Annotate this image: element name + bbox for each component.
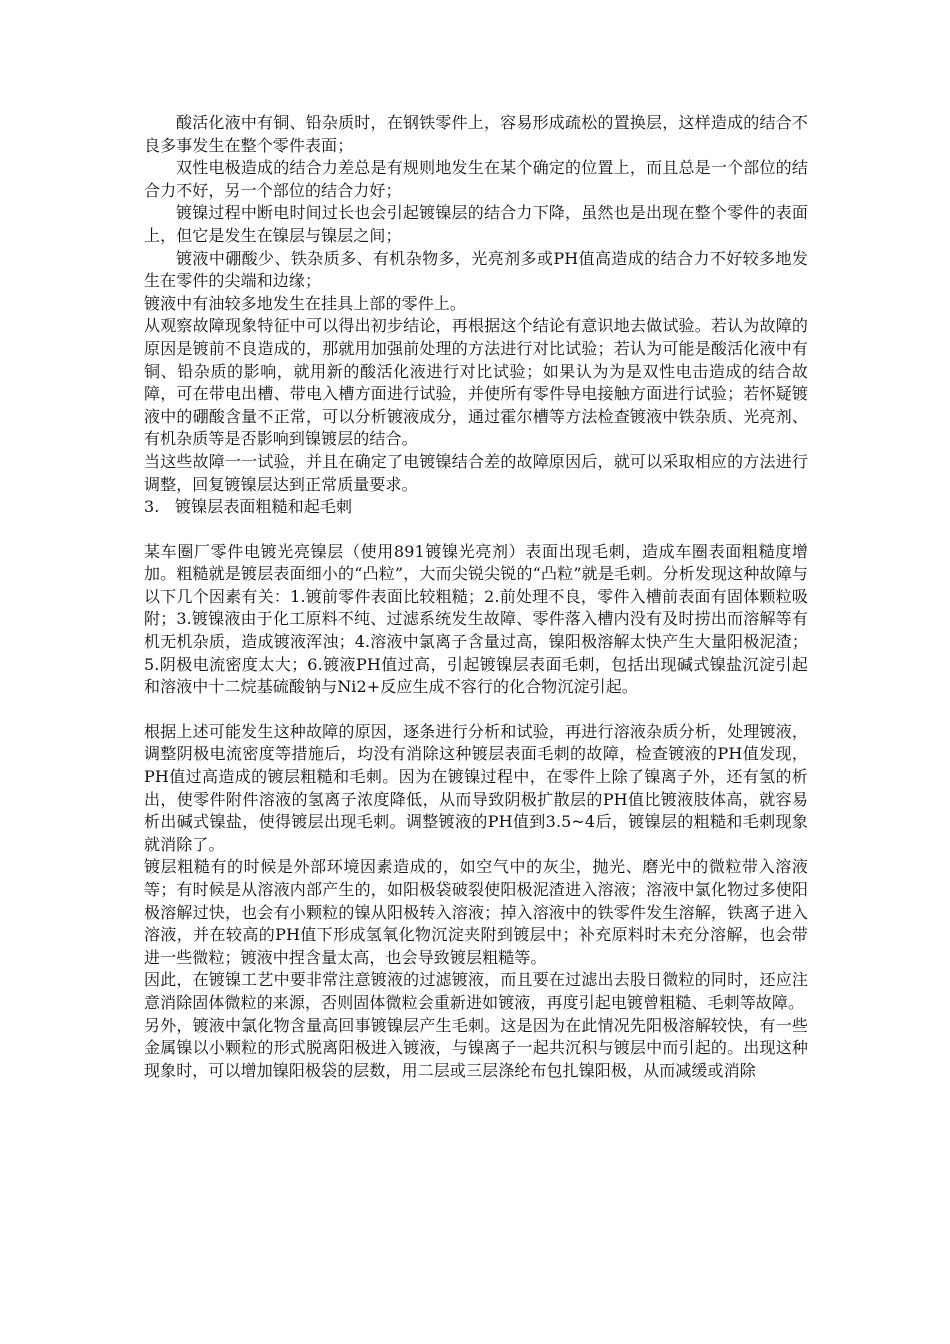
paragraph: 镀液中硼酸少、铁杂质多、有机杂物多，光亮剂多或PH值高造成的结合力不好较多地发生在零件的尖端和边缘； xyxy=(144,248,808,291)
blank-line xyxy=(144,699,808,721)
paragraph: 因此，在镀镍工艺中要非常注意镀液的过滤镀液，而且要在过滤出去股日微粒的同时，还应注意消除固体微粒的来源，否则固体微粒会重新进如镀液，再度引起电镀曾粗糙、毛刺等故障。 xyxy=(144,970,808,1012)
paragraph: 从观察故障现象特征中可以得出初步结论，再根据这个结论有意识地去做试验。若认为故障的原因是镀前不良造成的，那就用加强前处理的方法进行对比试验；若认为可能是酸活化液中有铜、铅杂质的影响，就用新的酸活化液进行对比试验；如果认为为是双性电击造成的结合故障，可在带电出槽、带电入槽方面进行试验，并使所有零件导电接触方面进行试验；若怀疑镀液中的硼酸含量不正常，可以分析镀液成分，通过霍尔槽等方法检查镀液中铁杂质、光亮剂、有机杂质等是否影响到镍镀层的结合。 xyxy=(144,316,808,449)
section-heading: 3. 镀镍层表面粗糙和起毛刺 xyxy=(144,497,353,517)
paragraph: 镀层粗糙有的时候是外部环境因素造成的，如空气中的灰尘，抛光、磨光中的微粒带入溶液等；有时候是从溶液内部产生的，如阳极袋破裂使阳极泥渣进入溶液；溶液中氯化物过多使阳极溶解过快，也会有小颗粒的镍从阳极转入溶液；掉入溶液中的铁零件发生溶解，铁离子进入溶液，并在较高的PH值下形成氢氧化物沉淀夹附到镀层中；补充原料时未充分溶解，也会带进一些微粒；镀液中捏含量太高，也会导致镀层粗糙等。 xyxy=(144,857,808,967)
document-body xyxy=(144,112,808,1082)
paragraph: 镀镍过程中断电时间过长也会引起镀镍层的结合力下降，虽然也是出现在整个零件的表面上，但它是发生在镍层与镍层之间； xyxy=(144,203,808,245)
paragraph: 酸活化液中有铜、铅杂质时，在钢铁零件上，容易形成疏松的置换层，这样造成的结合不良多事发生在整个零件表面； xyxy=(144,113,808,155)
blank-line xyxy=(144,519,808,541)
paragraph: 另外，镀液中氯化物含量高回事镀镍层产生毛刺。这是因为在此情况先阳极溶解较快，有一些金属镍以小颗粒的形式脱离阳极进入镀液，与镍离子一起共沉积与镀层中而引起的。出现这种现象时，可以增加镍阳极袋的层数，用二层或三层涤纶布包扎镍阳极，从而减缓或消除 xyxy=(144,1015,808,1080)
paragraph: 镀液中有油较多地发生在挂具上部的零件上。 xyxy=(144,293,467,313)
paragraph: 某车圈厂零件电镀光亮镍层（使用891镀镍光亮剂）表面出现毛刺，造成车圈表面粗糙度增加。粗糙就是镀层表面细小的“凸粒”，大而尖锐尖锐的“凸粒”就是毛刺。分析发现这种故障与以下几个因素有关：1.镀前零件表面比较粗糙；2.前处理不良，零件入槽前表面有固体颗粒吸附；3.镀镍液由于化工原料不纯、过滤系统发生故障、零件落入槽内没有及时捞出而溶解等有机无机杂质，造成镀液浑浊；4.溶液中氯离子含量过高，镍阳极溶解太快产生大量阳极泥渣；5.阴极电流密度太大；6.镀液PH值过高，引起镀镍层表面毛刺，包括出现碱式镍盐沉淀引起和溶液中十二烷基硫酸钠与Ni2+反应生成不容行的化合物沉淀引起。 xyxy=(144,541,808,697)
paragraph: 双性电极造成的结合力差总是有规则地发生在某个确定的位置上，而且总是一个部位的结合力不好，另一个部位的结合力好； xyxy=(144,158,808,200)
paragraph: 根据上述可能发生这种故障的原因，逐条进行分析和试验，再进行溶液杂质分析，处理镀液，调整阴极电流密度等措施后，均没有消除这种镀层表面毛刺的故障，检查镀液的PH值发现，PH值过高造成的镀层粗糙和毛刺。因为在镀镍过程中，在零件上除了镍离子外，还有氢的析出，使零件附件溶液的氢离子浓度降低，从而导致阴极扩散层的PH值比镀液肢体高，就容易析出碱式镍盐，使得镀层出现毛刺。调整镀液的PH值到3.5~4后，镀镍层的粗糙和毛刺现象就消除了。 xyxy=(144,721,808,854)
paragraph: 当这些故障一一试验，并且在确定了电镀镍结合差的故障原因后，就可以采取相应的方法进行调整，回复镀镍层达到正常质量要求。 xyxy=(144,451,808,494)
